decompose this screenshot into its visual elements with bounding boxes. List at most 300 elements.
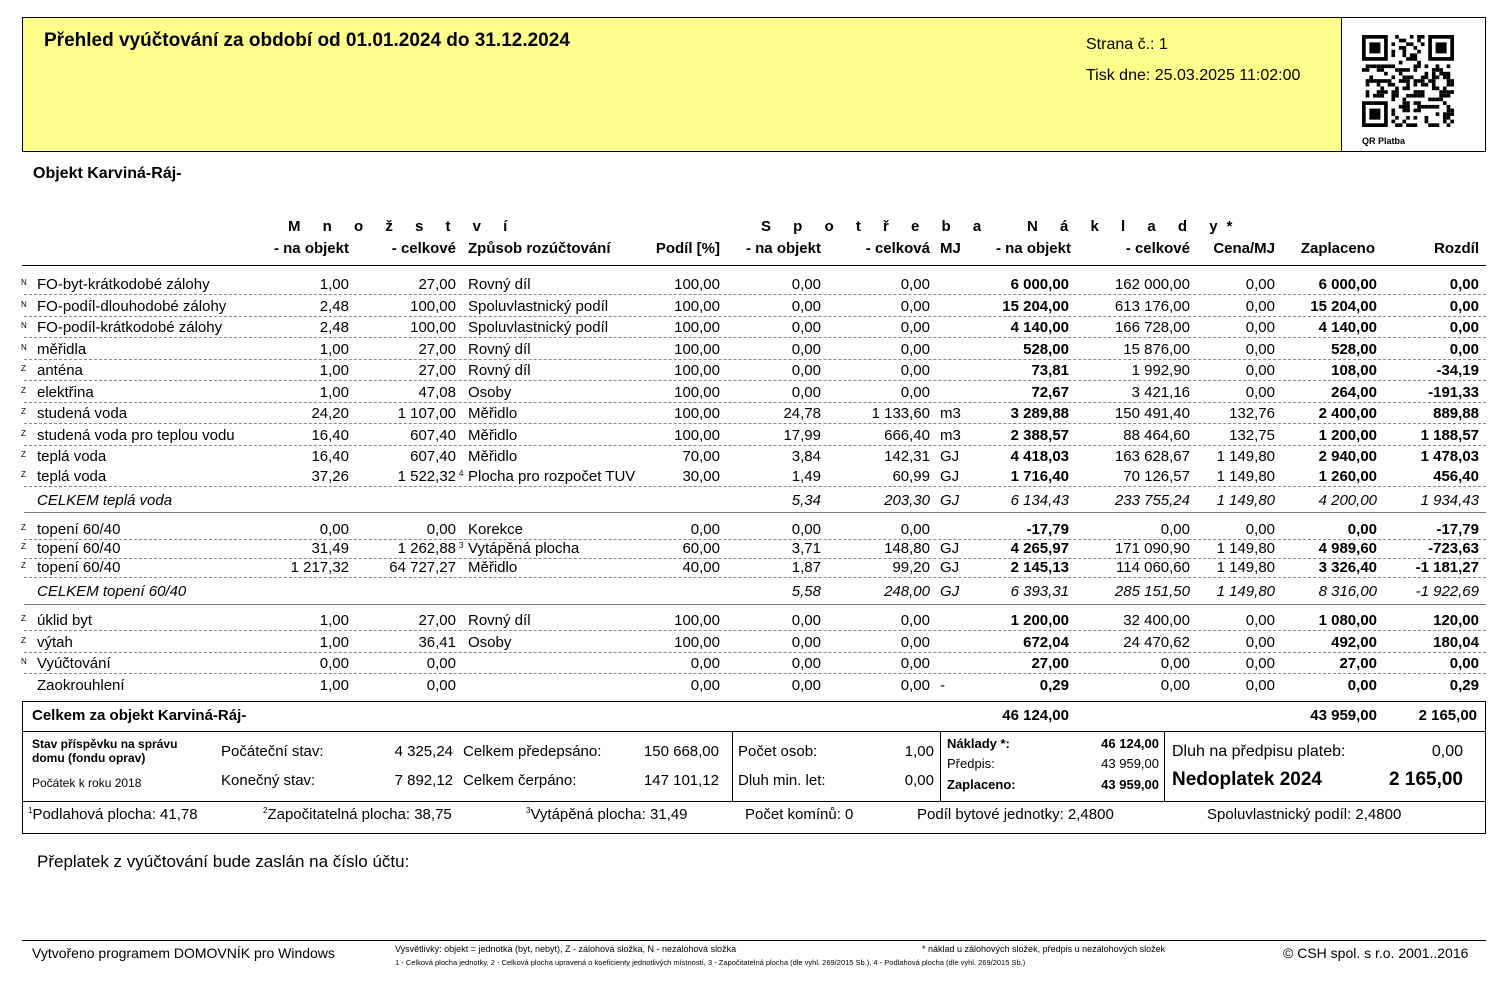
row-method: Rovný díl: [468, 362, 531, 379]
row-pod: 100,00: [674, 612, 720, 629]
row-mo: 0,00: [319, 655, 349, 672]
row-no: 1 716,40: [1010, 468, 1069, 485]
row-mc: 64 727,27: [389, 559, 456, 576]
row-separator: [24, 337, 1486, 338]
fund-label-1: Stav příspěvku na správu: [32, 737, 178, 751]
col-unit-price: Cena/MJ: [1213, 240, 1275, 257]
row-roz: 0,00: [1449, 341, 1479, 358]
row-sc: 0,00: [900, 362, 930, 379]
row-name: studená voda pro teplou vodu: [37, 427, 235, 444]
row-mo: 2,48: [319, 319, 349, 336]
row-no: 6 134,43: [1010, 492, 1069, 509]
row-separator: [24, 316, 1486, 317]
group-header-quantity: M n o ž s t v í: [288, 218, 517, 235]
row-name: CELKEM topení 60/40: [37, 583, 187, 600]
row-footnote-mark: 4: [459, 469, 464, 478]
debt-years-label: Dluh min. let:: [738, 772, 826, 789]
row-zap: 15 204,00: [1310, 298, 1377, 315]
row-pod: 100,00: [674, 319, 720, 336]
row-mo: 16,40: [311, 427, 349, 444]
row-no: 2 145,13: [1010, 559, 1069, 576]
row-mc: 36,41: [418, 634, 456, 651]
row-pod: 100,00: [674, 298, 720, 315]
row-name: studená voda: [37, 405, 128, 422]
row-mo: 1,00: [319, 612, 349, 629]
row-mc: 100,00: [410, 319, 456, 336]
row-no: 672,04: [1023, 634, 1069, 651]
row-so: 0,00: [791, 521, 821, 538]
row-roz: 0,29: [1449, 677, 1479, 694]
row-separator: [24, 673, 1486, 674]
row-method: Rovný díl: [468, 276, 531, 293]
row-method: Měřidlo: [468, 405, 518, 422]
row-roz: 1 478,03: [1420, 448, 1479, 465]
page-number: Strana č.: 1: [1086, 36, 1168, 53]
row-cena: 0,00: [1245, 384, 1275, 401]
fund-label-2: domu (fondu oprav): [32, 751, 146, 765]
row-cena: 1 149,80: [1216, 583, 1275, 600]
row-separator: [24, 486, 1486, 487]
row-sc: 0,00: [900, 521, 930, 538]
row-pod: 0,00: [690, 521, 720, 538]
col-share: Podíl [%]: [655, 240, 720, 257]
result-label: Nedoplatek 2024: [1172, 769, 1322, 790]
paid-value: 43 959,00: [1101, 777, 1159, 792]
row-no: 4 418,03: [1010, 448, 1069, 465]
row-so: 0,00: [791, 634, 821, 651]
row-so: 24,78: [783, 405, 821, 422]
row-roz: -723,63: [1428, 540, 1479, 557]
row-so: 0,00: [791, 655, 821, 672]
row-roz: 180,04: [1433, 634, 1479, 651]
row-pod: 100,00: [674, 341, 720, 358]
row-sc: 0,00: [900, 655, 930, 672]
row-so: 0,00: [791, 276, 821, 293]
row-pod: 100,00: [674, 427, 720, 444]
footer-program: Vytvořeno programem DOMOVNÍK pro Windows: [32, 945, 335, 961]
header-divider: [22, 265, 1486, 266]
row-separator: [24, 577, 1486, 578]
row-type-mark: Z: [21, 450, 26, 459]
end-label: Konečný stav:: [221, 772, 316, 789]
row-name: elektřina: [37, 384, 94, 401]
total-costs: 46 124,00: [1002, 707, 1069, 724]
row-cena: 1 149,80: [1216, 540, 1275, 557]
row-mo: 0,00: [319, 521, 349, 538]
row-no: 15 204,00: [1002, 298, 1069, 315]
row-so: 3,84: [791, 448, 821, 465]
group-separator: [24, 512, 1486, 513]
row-separator: [24, 423, 1486, 424]
row-nc: 114 060,60: [1116, 559, 1190, 576]
costs-value: 46 124,00: [1101, 736, 1159, 751]
row-no: 72,67: [1031, 384, 1069, 401]
drawn-label: Celkem čerpáno:: [463, 772, 577, 789]
row-mo: 1,00: [319, 384, 349, 401]
row-cena: 0,00: [1245, 362, 1275, 379]
row-name: topení 60/40: [37, 521, 121, 538]
row-zap: 4 140,00: [1318, 319, 1377, 336]
row-method: Rovný díl: [468, 612, 531, 629]
row-mo: 31,49: [311, 540, 349, 557]
row-nc: 0,00: [1160, 521, 1190, 538]
row-name: FO-podíl-dlouhodobé zálohy: [37, 298, 227, 315]
row-zap: 108,00: [1331, 362, 1377, 379]
row-mc: 1 522,32: [397, 468, 456, 485]
prescribed-value: 150 668,00: [643, 743, 719, 760]
row-roz: 0,00: [1449, 276, 1479, 293]
row-method: Rovný díl: [468, 341, 531, 358]
area-floor: $^1$Podlahová plocha: 41,78: [28, 806, 198, 823]
row-nc: 163 628,67: [1114, 448, 1190, 465]
row-so: 5,58: [791, 583, 821, 600]
row-type-mark: Z: [21, 542, 26, 551]
row-nc: 88 464,60: [1123, 427, 1190, 444]
row-name: úklid byt: [37, 612, 93, 629]
row-sc: 60,99: [892, 468, 930, 485]
row-sc: 148,80: [884, 540, 930, 557]
col-method: Způsob rozúčtování: [468, 240, 611, 257]
row-name: topení 60/40: [37, 559, 121, 576]
row-no: 6 393,31: [1010, 583, 1069, 600]
row-zap: 6 000,00: [1318, 276, 1377, 293]
row-method: Vytápěná plocha: [468, 540, 580, 557]
row-nc: 166 728,00: [1114, 319, 1190, 336]
col-cons-object: - na objekt: [745, 240, 821, 257]
debt-value: 0,00: [1431, 743, 1463, 760]
row-type-mark: N: [21, 657, 27, 666]
row-name: výtah: [37, 634, 73, 651]
row-so: 0,00: [791, 362, 821, 379]
row-type-mark: Z: [21, 523, 26, 532]
row-roz: -1 922,69: [1415, 583, 1479, 600]
row-method: Spoluvlastnický podíl: [468, 319, 609, 336]
row-sc: 666,40: [884, 427, 930, 444]
row-sc: 0,00: [900, 319, 930, 336]
row-pod: 100,00: [674, 405, 720, 422]
qr-label: QR Platba: [1362, 136, 1406, 146]
chimney-count: Počet komínů: 0: [745, 806, 854, 823]
row-mo: 1,00: [319, 341, 349, 358]
row-nc: 613 176,00: [1114, 298, 1190, 315]
row-mo: 2,48: [319, 298, 349, 315]
row-type-mark: Z: [21, 429, 26, 438]
row-method: Osoby: [468, 384, 512, 401]
row-pod: 100,00: [674, 362, 720, 379]
row-unit: m3: [940, 405, 961, 422]
row-mc: 0,00: [426, 655, 456, 672]
footer-divider: [22, 940, 1486, 941]
group-header-costs: N á k l a d y*: [1027, 218, 1242, 235]
row-roz: -17,79: [1436, 521, 1479, 538]
row-separator: [24, 359, 1486, 360]
row-sc: 99,20: [892, 559, 930, 576]
qr-payment-box: [1341, 17, 1486, 152]
persons-value: 1,00: [904, 743, 934, 760]
row-cena: 1 149,80: [1216, 448, 1275, 465]
row-no: 6 000,00: [1010, 276, 1069, 293]
row-nc: 162 000,00: [1114, 276, 1190, 293]
row-zap: 4 989,60: [1318, 540, 1377, 557]
fund-since: Počátek k roku 2018: [32, 776, 142, 790]
group-separator: [24, 604, 1486, 605]
row-cena: 0,00: [1245, 521, 1275, 538]
row-method: Měřidlo: [468, 427, 518, 444]
row-name: Zaokrouhlení: [37, 677, 125, 694]
row-unit: GJ: [940, 540, 960, 557]
row-name: Vyúčtování: [37, 655, 111, 672]
row-sc: 0,00: [900, 276, 930, 293]
row-type-mark: N: [21, 278, 27, 287]
row-zap: 0,00: [1347, 521, 1377, 538]
row-so: 1,49: [791, 468, 821, 485]
row-zap: 8 316,00: [1318, 583, 1377, 600]
row-pod: 100,00: [674, 634, 720, 651]
overpayment-note: Přeplatek z vyúčtování bude zaslán na číslo účtu:: [37, 852, 410, 871]
row-nc: 24 470,62: [1123, 634, 1190, 651]
row-roz: 0,00: [1449, 319, 1479, 336]
row-mo: 1,00: [319, 677, 349, 694]
row-separator: [24, 294, 1486, 295]
row-mc: 27,00: [418, 276, 456, 293]
row-sc: 0,00: [900, 634, 930, 651]
row-so: 3,71: [791, 540, 821, 557]
row-pod: 100,00: [674, 276, 720, 293]
footer-copyright: © CSH spol. s r.o. 2001..2016: [1283, 945, 1469, 961]
report-title: Přehled vyúčtování za období od 01.01.2024 do 31.12.2024: [44, 30, 570, 51]
row-cena: 0,00: [1245, 298, 1275, 315]
row-so: 0,00: [791, 319, 821, 336]
row-type-mark: Z: [21, 561, 26, 570]
row-mc: 607,40: [410, 448, 456, 465]
row-sc: 142,31: [884, 448, 930, 465]
row-name: anténa: [37, 362, 83, 379]
qr-code-icon: [1362, 35, 1454, 127]
row-unit: GJ: [940, 559, 960, 576]
row-cena: 0,00: [1245, 276, 1275, 293]
col-qty-total: - celkové: [391, 240, 456, 257]
row-roz: 456,40: [1433, 468, 1479, 485]
row-so: 17,99: [783, 427, 821, 444]
unit-share: Podíl bytové jednotky: 2,4800: [917, 806, 1114, 823]
row-zap: 528,00: [1331, 341, 1377, 358]
row-nc: 285 151,50: [1114, 583, 1190, 600]
row-mc: 100,00: [410, 298, 456, 315]
area-heated: $^3$Vytápěná plocha: 31,49: [526, 806, 688, 823]
row-no: 4 265,97: [1010, 540, 1069, 557]
row-nc: 233 755,24: [1114, 492, 1190, 509]
vdiv-1: [732, 731, 733, 801]
row-sc: 203,30: [884, 492, 930, 509]
footer-legend-3: 1 - Celková plocha jednotky, 2 - Celková plocha upravená o koeficienty jednotlivých místností, 3 - Započitatelná plocha (dle vyhl. 269/2015 Sb.), 4 - Podlahová plocha (dle vyhl. 269/2015 Sb.): [395, 958, 1026, 967]
row-zap: 1 080,00: [1318, 612, 1377, 629]
col-cost-total: - celkové: [1125, 240, 1190, 257]
row-mo: 16,40: [311, 448, 349, 465]
row-type-mark: Z: [21, 386, 26, 395]
row-mc: 27,00: [418, 612, 456, 629]
row-name: topení 60/40: [37, 540, 121, 557]
row-type-mark: Z: [21, 470, 26, 479]
row-pod: 30,00: [682, 468, 720, 485]
vdiv-3: [1164, 731, 1165, 801]
row-roz: 0,00: [1449, 655, 1479, 672]
row-cena: 0,00: [1245, 612, 1275, 629]
row-nc: 32 400,00: [1123, 612, 1190, 629]
row-mc: 1 107,00: [397, 405, 456, 422]
row-mc: 1 262,88: [397, 540, 456, 557]
row-name: FO-podíl-krátkodobé zálohy: [37, 319, 223, 336]
row-sc: 0,00: [900, 341, 930, 358]
end-value: 7 892,12: [394, 772, 453, 789]
total-paid: 43 959,00: [1310, 707, 1377, 724]
row-mo: 1,00: [319, 362, 349, 379]
row-unit: m3: [940, 427, 961, 444]
row-cena: 1 149,80: [1216, 492, 1275, 509]
row-cena: 132,75: [1229, 427, 1275, 444]
row-no: -17,79: [1026, 521, 1069, 538]
area-countable: $^2$Započitatelná plocha: 38,75: [263, 806, 452, 823]
paid-label: Zaplaceno:: [947, 777, 1016, 792]
row-no: 0,29: [1039, 677, 1069, 694]
row-nc: 1 992,90: [1131, 362, 1190, 379]
col-cost-object: - na objekt: [995, 240, 1071, 257]
prescribed-label: Celkem předepsáno:: [463, 743, 602, 760]
row-so: 0,00: [791, 298, 821, 315]
col-paid: Zaplaceno: [1300, 240, 1375, 257]
group-header-consumption: S p o t ř e b a: [761, 218, 991, 235]
row-so: 5,34: [791, 492, 821, 509]
prescription-value: 43 959,00: [1101, 756, 1159, 771]
row-method: Osoby: [468, 634, 512, 651]
row-cena: 0,00: [1245, 655, 1275, 672]
row-zap: 2 940,00: [1318, 448, 1377, 465]
row-cena: 1 149,80: [1216, 559, 1275, 576]
start-label: Počáteční stav:: [221, 743, 324, 760]
row-unit: GJ: [940, 583, 960, 600]
totals-divider: [22, 731, 1486, 732]
row-footnote-mark: 3: [459, 541, 464, 550]
drawn-value: 147 101,12: [643, 772, 719, 789]
row-cena: 132,76: [1229, 405, 1275, 422]
row-name: teplá voda: [37, 468, 107, 485]
row-cena: 0,00: [1245, 341, 1275, 358]
row-zap: 2 400,00: [1318, 405, 1377, 422]
row-method: Měřidlo: [468, 448, 518, 465]
print-date: Tisk dne: 25.03.2025 11:02:00: [1086, 67, 1301, 84]
row-zap: 4 200,00: [1318, 492, 1377, 509]
row-sc: 248,00: [884, 583, 930, 600]
row-separator: [24, 630, 1486, 631]
object-title: Objekt Karviná-Ráj-: [33, 165, 182, 182]
row-name: FO-byt-krátkodobé zálohy: [37, 276, 210, 293]
row-zap: 264,00: [1331, 384, 1377, 401]
row-mo: 1,00: [319, 634, 349, 651]
row-roz: 889,88: [1433, 405, 1479, 422]
row-no: 528,00: [1023, 341, 1069, 358]
row-method: Korekce: [468, 521, 524, 538]
start-value: 4 325,24: [394, 743, 453, 760]
row-unit: -: [940, 677, 945, 694]
row-roz: 120,00: [1433, 612, 1479, 629]
col-difference: Rozdíl: [1434, 240, 1479, 257]
row-method: Plocha pro rozpočet TUV: [468, 468, 636, 485]
row-type-mark: N: [21, 343, 27, 352]
footer-legend-1: Vysvětlivky: objekt = jednotka (byt, nebyt), Z - zálohová složka, N - nezálohová složka: [395, 944, 737, 954]
row-type-mark: N: [21, 321, 27, 330]
row-mo: 1 217,32: [290, 559, 349, 576]
row-zap: 3 326,40: [1318, 559, 1377, 576]
row-type-mark: Z: [21, 636, 26, 645]
row-cena: 1 149,80: [1216, 468, 1275, 485]
row-so: 0,00: [791, 341, 821, 358]
row-no: 4 140,00: [1010, 319, 1069, 336]
col-cons-total: - celková: [865, 240, 930, 257]
row-mc: 0,00: [426, 677, 456, 694]
row-pod: 0,00: [690, 655, 720, 672]
persons-label: Počet osob:: [738, 743, 818, 760]
row-roz: 0,00: [1449, 298, 1479, 315]
row-nc: 0,00: [1160, 677, 1190, 694]
row-mc: 27,00: [418, 362, 456, 379]
debt-years-value: 0,00: [904, 772, 934, 789]
row-type-mark: Z: [21, 614, 26, 623]
row-mo: 1,00: [319, 276, 349, 293]
row-method: Měřidlo: [468, 559, 518, 576]
row-cena: 0,00: [1245, 677, 1275, 694]
summary-divider: [22, 801, 1486, 802]
row-no: 27,00: [1031, 655, 1069, 672]
row-zap: 1 200,00: [1318, 427, 1377, 444]
row-mc: 0,00: [426, 521, 456, 538]
row-nc: 3 421,16: [1131, 384, 1190, 401]
debt-label: Dluh na předpisu plateb:: [1172, 743, 1346, 760]
row-nc: 150 491,40: [1114, 405, 1190, 422]
row-so: 0,00: [791, 384, 821, 401]
row-name: měřidla: [37, 341, 87, 358]
row-separator: [24, 402, 1486, 403]
row-zap: 27,00: [1339, 655, 1377, 672]
row-pod: 60,00: [682, 540, 720, 557]
row-zap: 0,00: [1347, 677, 1377, 694]
row-so: 0,00: [791, 612, 821, 629]
row-type-mark: N: [21, 300, 27, 309]
row-cena: 0,00: [1245, 319, 1275, 336]
footer-legend-2: * náklad u zálohových složek, předpis u nezálohových složek: [922, 944, 1166, 954]
vdiv-2: [940, 731, 941, 801]
row-roz: -34,19: [1436, 362, 1479, 379]
row-roz: -191,33: [1428, 384, 1479, 401]
row-zap: 1 260,00: [1318, 468, 1377, 485]
row-roz: -1 181,27: [1415, 559, 1479, 576]
row-so: 0,00: [791, 677, 821, 694]
row-mc: 47,08: [418, 384, 456, 401]
row-pod: 70,00: [682, 448, 720, 465]
row-sc: 1 133,60: [871, 405, 930, 422]
row-pod: 0,00: [690, 677, 720, 694]
row-type-mark: Z: [21, 364, 26, 373]
row-no: 3 289,88: [1010, 405, 1069, 422]
row-mo: 37,26: [311, 468, 349, 485]
row-pod: 100,00: [674, 384, 720, 401]
total-difference: 2 165,00: [1418, 707, 1477, 724]
row-no: 2 388,57: [1010, 427, 1069, 444]
row-sc: 0,00: [900, 612, 930, 629]
row-pod: 40,00: [682, 559, 720, 576]
row-name: CELKEM teplá voda: [37, 492, 173, 509]
row-roz: 1 934,43: [1420, 492, 1479, 509]
col-qty-object: - na objekt: [273, 240, 349, 257]
costs-label: Náklady *:: [947, 736, 1010, 751]
